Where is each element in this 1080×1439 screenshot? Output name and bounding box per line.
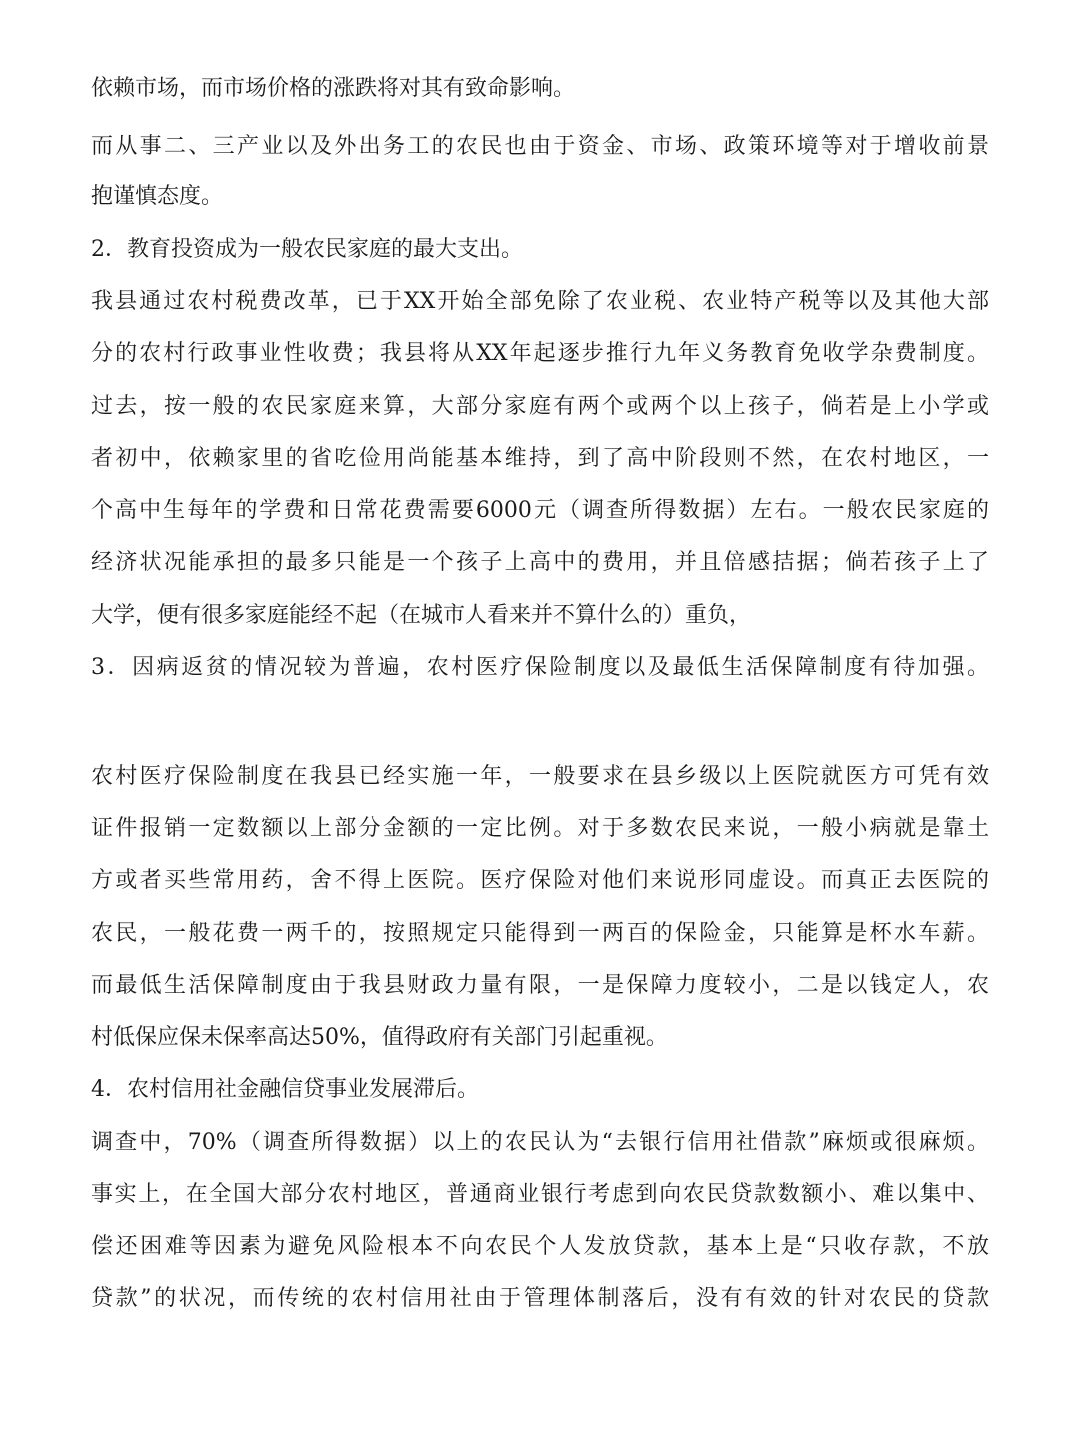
text-line: 事实上，在全国大部分农村地区，普通商业银行考虑到向农民贷款数额小、难以集中、 xyxy=(91,1182,989,1207)
text-line: 农民，一般花费一两千的，按照规定只能得到一两百的保险金，只能算是杯水车薪。 xyxy=(91,921,989,946)
section-heading: 4．农村信用社金融信贷事业发展滞后。 xyxy=(91,1077,479,1102)
text-line: 方或者买些常用药，舍不得上医院。医疗保险对他们来说形同虚设。而真正去医院的 xyxy=(91,868,989,893)
text-line: 而最低生活保障制度由于我县财政力量有限，一是保障力度较小，二是以钱定人，农 xyxy=(91,973,989,998)
text-line: 分的农村行政事业性收费；我县将从XX年起逐步推行九年义务教育免收学杂费制度。 xyxy=(91,341,989,366)
text-line: 我县通过农村税费改革，已于XX开始全部免除了农业税、农业特产税等以及其他大部 xyxy=(91,289,989,314)
text-line: 依赖市场，而市场价格的涨跌将对其有致命影响。 xyxy=(91,76,576,101)
section-heading: 3．因病返贫的情况较为普遍，农村医疗保险制度以及最低生活保障制度有待加强。 xyxy=(91,655,989,680)
section-heading: 2．教育投资成为一般农民家庭的最大支出。 xyxy=(91,237,523,262)
text-line: 而从事二、三产业以及外出务工的农民也由于资金、市场、政策环境等对于增收前景 xyxy=(91,134,989,159)
text-line: 农村医疗保险制度在我县已经实施一年，一般要求在县乡级以上医院就医方可凭有效 xyxy=(91,764,989,789)
text-line: 个高中生每年的学费和日常花费需要6000元（调查所得数据）左右。一般农民家庭的 xyxy=(91,498,989,523)
text-line: 过去，按一般的农民家庭来算，大部分家庭有两个或两个以上孩子，倘若是上小学或 xyxy=(91,394,989,419)
text-line: 大学，便有很多家庭能经不起（在城市人看来并不算什么的）重负， xyxy=(91,603,752,628)
text-line: 证件报销一定数额以上部分金额的一定比例。对于多数农民来说，一般小病就是靠土 xyxy=(91,816,989,841)
text-line: 调查中，70%（调查所得数据）以上的农民认为“去银行信用社借款”麻烦或很麻烦。 xyxy=(91,1130,989,1155)
text-line: 村低保应保未保率高达50%，值得政府有关部门引起重视。 xyxy=(91,1025,668,1050)
text-line: 偿还困难等因素为避免风险根本不向农民个人发放贷款，基本上是“只收存款，不放 xyxy=(91,1234,989,1259)
text-line: 贷款”的状况，而传统的农村信用社由于管理体制落后，没有有效的针对农民的贷款 xyxy=(91,1286,989,1311)
text-line: 经济状况能承担的最多只能是一个孩子上高中的费用，并且倍感拮据；倘若孩子上了 xyxy=(91,550,989,575)
text-line: 者初中，依赖家里的省吃俭用尚能基本维持，到了高中阶段则不然，在农村地区，一 xyxy=(91,446,989,471)
text-line: 抱谨慎态度。 xyxy=(91,184,224,209)
